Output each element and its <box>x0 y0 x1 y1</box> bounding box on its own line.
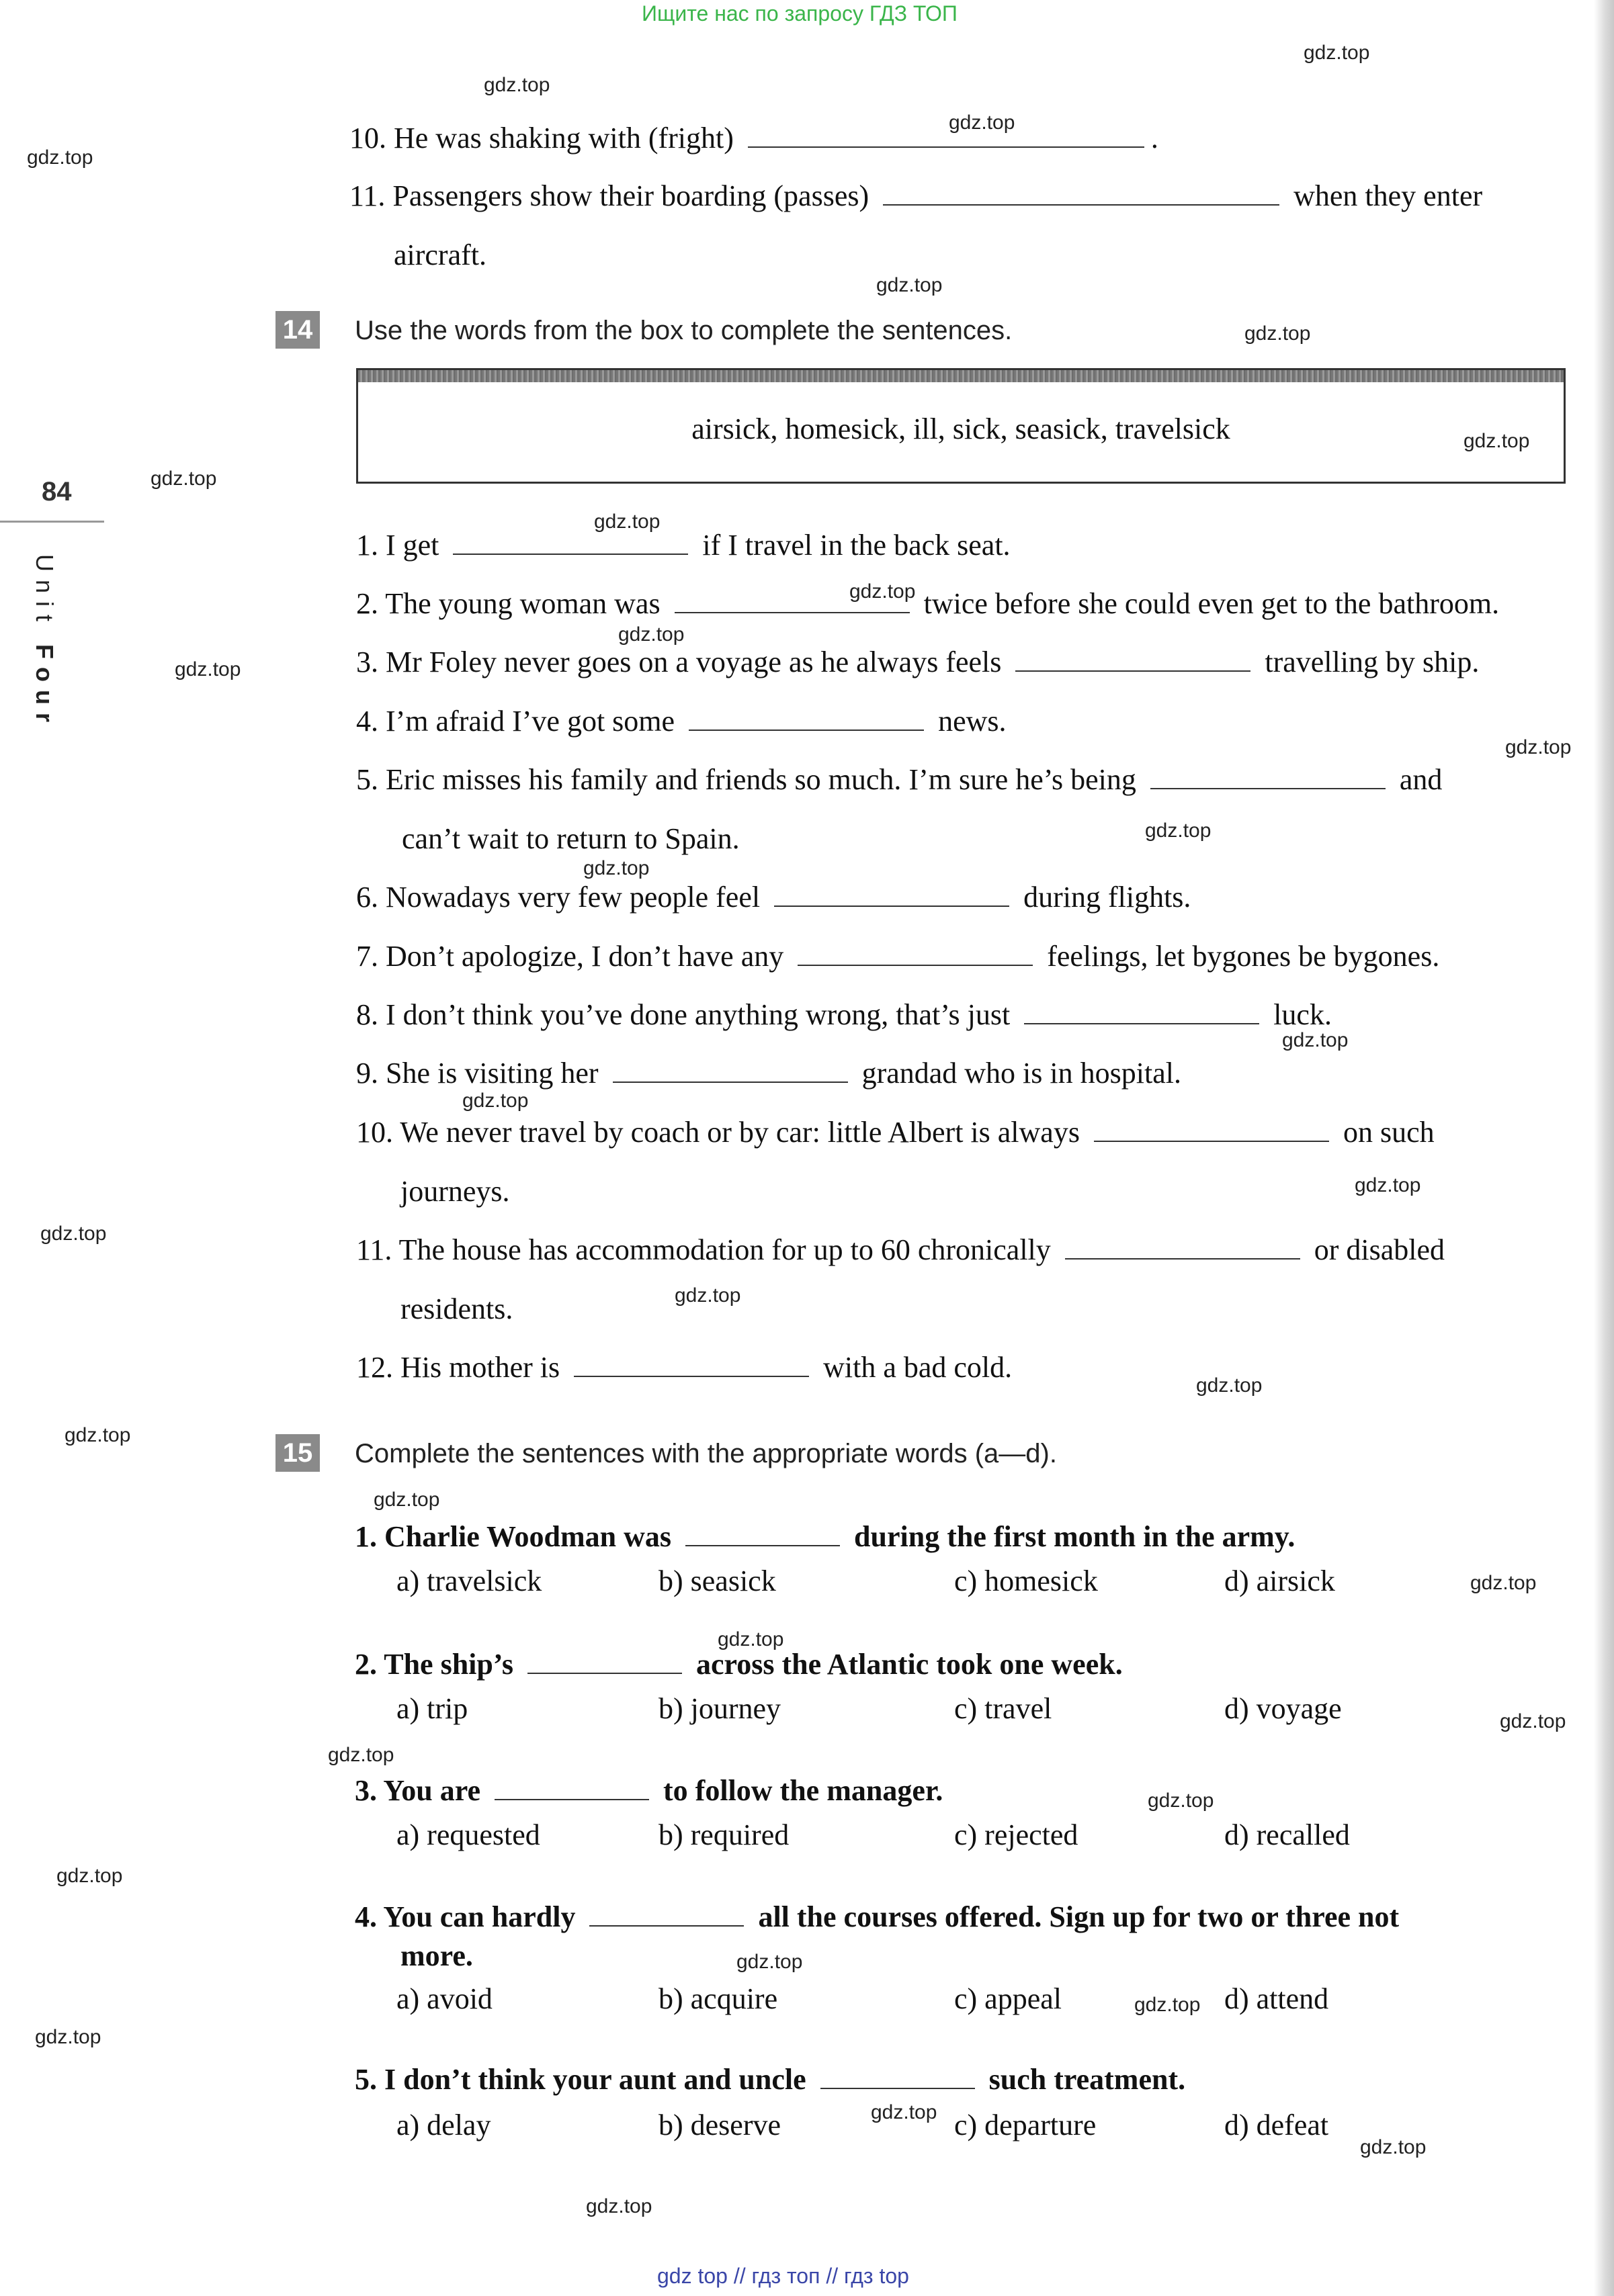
ex14-item-8 <box>356 998 1332 1032</box>
answer-blank[interactable] <box>495 1795 649 1800</box>
ex14-item-4 <box>356 704 1007 738</box>
answer-blank[interactable] <box>689 725 924 731</box>
ex14-item-1 <box>356 528 1011 562</box>
ex15-q1-option-b[interactable]: b) seasick <box>659 1564 776 1597</box>
ex15-q3-option-c[interactable]: c) rejected <box>954 1818 1078 1851</box>
question-number: 4. <box>355 1900 377 1933</box>
item-number: 12. <box>356 1351 393 1384</box>
item-text-after: news. <box>938 705 1007 738</box>
item-text-after: twice before she could even get to the bathroom. <box>923 587 1500 620</box>
question-text-after: all the courses offered. Sign up for two or three not <box>758 1900 1400 1933</box>
item-number: 10. <box>349 122 386 154</box>
watermark: gdz.top <box>849 580 916 603</box>
ex15-q5-option-c[interactable]: c) departure <box>954 2109 1097 2142</box>
question-text-after: during the first month in the army. <box>854 1520 1296 1553</box>
question-number: 2. <box>355 1648 377 1681</box>
page-edge-shadow <box>1594 0 1614 2296</box>
footer-links[interactable]: gdz top // гдз топ // гдз top <box>657 2264 909 2288</box>
watermark: gdz.top <box>586 2195 652 2217</box>
question-text-before: I don’t think your aunt and uncle <box>384 2063 806 2096</box>
ex14-item-5-continued: can’t wait to return to Spain. <box>402 822 740 855</box>
answer-blank[interactable] <box>1015 666 1250 672</box>
watermark: gdz.top <box>151 468 217 490</box>
watermark: gdz.top <box>618 623 685 646</box>
ex14-item-2 <box>356 586 1499 621</box>
item-number: 1. <box>356 529 378 562</box>
ex14-item-12 <box>356 1350 1012 1384</box>
watermark: gdz.top <box>1505 736 1572 758</box>
item-number: 8. <box>356 998 378 1031</box>
answer-blank[interactable] <box>1094 1137 1329 1142</box>
watermark: gdz.top <box>583 857 650 879</box>
item-number: 4. <box>356 705 378 738</box>
watermark: gdz.top <box>718 1628 784 1650</box>
exercise-14-instruction: Use the words from the box to complete the sentences. <box>355 316 1013 345</box>
item-text-before: I don’t think you’ve done anything wrong, that’s just <box>386 998 1011 1031</box>
question-number: 5. <box>355 2063 377 2096</box>
answer-blank[interactable] <box>774 901 1009 907</box>
ex14-item-11 <box>356 1233 1445 1267</box>
ex15-question-1 <box>355 1519 1295 1554</box>
item-number: 2. <box>356 587 378 620</box>
watermark: gdz.top <box>1304 42 1370 64</box>
prev-item-11 <box>349 179 1566 213</box>
watermark: gdz.top <box>1463 430 1530 452</box>
question-text-after: to follow the manager. <box>663 1774 943 1807</box>
question-text-after: across the Atlantic took one week. <box>696 1648 1123 1681</box>
ex15-q2-option-c[interactable]: c) travel <box>954 1692 1052 1725</box>
watermark: gdz.top <box>56 1865 123 1887</box>
item-text-after: travelling by ship. <box>1265 646 1480 678</box>
word-box <box>356 368 1566 484</box>
ex15-question-2 <box>355 1647 1123 1681</box>
watermark: gdz.top <box>1470 1572 1537 1594</box>
item-text-after: grandad who is in hospital. <box>861 1057 1181 1090</box>
item-number: 9. <box>356 1057 378 1090</box>
prev-item-11-continued: aircraft. <box>394 238 486 271</box>
item-text-before: The young woman was <box>385 587 661 620</box>
ex14-item-10 <box>356 1115 1435 1149</box>
answer-blank[interactable] <box>685 1541 840 1546</box>
item-text-after: luck. <box>1273 998 1332 1031</box>
watermark: gdz.top <box>1360 2136 1427 2158</box>
item-text-after: on such <box>1343 1116 1435 1149</box>
ex15-q4-option-b[interactable]: b) acquire <box>659 1982 778 2015</box>
header-search-link[interactable]: Ищите нас по запросу ГДЗ ТОП <box>642 1 958 26</box>
watermark: gdz.top <box>1196 1374 1263 1397</box>
watermark: gdz.top <box>484 74 550 96</box>
item-text-before: She is visiting her <box>386 1057 599 1090</box>
unit-word: Unit <box>31 554 58 630</box>
page-number: 84 <box>42 477 72 506</box>
watermark: gdz.top <box>374 1489 440 1511</box>
ex14-item-7 <box>356 939 1439 973</box>
ex15-q5-option-d[interactable]: d) defeat <box>1224 2109 1329 2142</box>
watermark: gdz.top <box>1134 1994 1201 2016</box>
ex14-item-11-continued: residents. <box>400 1292 513 1325</box>
question-number: 3. <box>355 1774 377 1807</box>
ex14-item-3 <box>356 645 1479 679</box>
item-text-after: feelings, let bygones be bygones. <box>1047 940 1440 973</box>
item-text-after: when they enter <box>1293 179 1483 212</box>
watermark: gdz.top <box>675 1284 741 1307</box>
item-number: 7. <box>356 940 378 973</box>
answer-blank[interactable] <box>453 549 688 555</box>
answer-blank[interactable] <box>527 1669 682 1674</box>
answer-blank[interactable] <box>613 1077 848 1083</box>
ex15-q2-option-a[interactable]: a) trip <box>396 1692 468 1725</box>
answer-blank[interactable] <box>1150 784 1386 789</box>
item-text-before: Mr Foley never goes on a voyage as he always feels <box>386 646 1002 678</box>
answer-blank[interactable] <box>675 608 910 613</box>
watermark: gdz.top <box>1282 1029 1349 1051</box>
unit-number-word: Four <box>31 644 58 731</box>
item-text-after: with a bad cold. <box>823 1351 1013 1384</box>
item-text-before: I’m afraid I’ve got some <box>386 705 675 738</box>
question-text-before: You can hardly <box>383 1900 576 1933</box>
item-text-after: if I travel in the back seat. <box>702 529 1011 562</box>
item-number: 6. <box>356 881 378 914</box>
answer-blank[interactable] <box>883 200 1279 206</box>
ex15-q1-option-d[interactable]: d) airsick <box>1224 1564 1335 1597</box>
watermark: gdz.top <box>736 1951 803 1973</box>
answer-blank[interactable] <box>748 142 1144 148</box>
watermark: gdz.top <box>462 1090 529 1112</box>
question-text-after: such treatment. <box>988 2063 1186 2096</box>
watermark: gdz.top <box>1148 1790 1214 1812</box>
ex14-item-5 <box>356 762 1442 797</box>
watermark: gdz.top <box>65 1424 131 1446</box>
watermark: gdz.top <box>27 146 93 169</box>
ex14-item-6 <box>356 880 1191 914</box>
item-text-after: and <box>1399 763 1443 796</box>
answer-blank[interactable] <box>589 1921 744 1927</box>
watermark: gdz.top <box>1355 1174 1421 1196</box>
watermark: gdz.top <box>594 511 661 533</box>
item-number: 11. <box>349 179 386 212</box>
ex15-q3-option-b[interactable]: b) required <box>659 1818 790 1851</box>
ex14-item-10-continued: journeys. <box>400 1175 510 1208</box>
ex15-q2-option-b[interactable]: b) journey <box>659 1692 781 1725</box>
item-text-after: during flights. <box>1023 881 1191 914</box>
watermark: gdz.top <box>328 1744 394 1766</box>
item-text-before: Eric misses his family and friends so much. I’m sure he’s being <box>386 763 1136 796</box>
exercise-15-number: 15 <box>275 1434 320 1472</box>
question-text-before: The ship’s <box>384 1648 513 1681</box>
item-text-before: The house has accommodation for up to 60 chronically <box>398 1233 1051 1266</box>
answer-blank[interactable] <box>820 2084 975 2089</box>
ex15-q3-option-a[interactable]: a) requested <box>396 1818 540 1851</box>
exercise-15-instruction: Complete the sentences with the appropriate words (a—d). <box>355 1439 1057 1468</box>
watermark: gdz.top <box>1145 820 1212 842</box>
question-text-before: Charlie Woodman was <box>384 1520 672 1553</box>
watermark: gdz.top <box>1244 322 1311 345</box>
ex15-q4-option-c[interactable]: c) appeal <box>954 1982 1062 2015</box>
item-text-before: I get <box>386 529 439 562</box>
watermark: gdz.top <box>949 112 1015 134</box>
ex15-question-4-continued: more. <box>400 1939 473 1972</box>
watermark: gdz.top <box>40 1223 107 1245</box>
ex15-q5-option-a[interactable]: a) delay <box>396 2109 491 2142</box>
exercise-14-number: 14 <box>275 311 320 349</box>
ex15-q1-option-a[interactable]: a) travelsick <box>396 1564 542 1597</box>
answer-blank[interactable] <box>1024 1019 1259 1024</box>
item-text-after: or disabled <box>1314 1233 1445 1266</box>
ex15-q1-option-c[interactable]: c) homesick <box>954 1564 1098 1597</box>
watermark: gdz.top <box>871 2101 937 2123</box>
prev-item-10 <box>349 121 1158 155</box>
ex15-question-3 <box>355 1773 943 1808</box>
ex15-q4-option-a[interactable]: a) avoid <box>396 1982 493 2015</box>
word-box-words: airsick, homesick, ill, sick, seasick, travelsick <box>691 412 1230 445</box>
item-text-before: His mother is <box>400 1351 560 1384</box>
word-box-header-bar <box>358 370 1564 382</box>
item-text-before: He was shaking with (fright) <box>394 122 734 154</box>
ex15-question-4 <box>355 1900 1399 1934</box>
question-number: 1. <box>355 1520 377 1553</box>
watermark: gdz.top <box>1500 1710 1566 1732</box>
page-number-rule <box>0 521 104 523</box>
item-number: 11. <box>356 1233 392 1266</box>
item-text-before: Nowadays very few people feel <box>386 881 761 914</box>
unit-side-label <box>30 554 58 730</box>
watermark: gdz.top <box>35 2026 101 2048</box>
ex15-q4-option-d[interactable]: d) attend <box>1224 1982 1329 2015</box>
question-text-before: You are <box>383 1774 481 1807</box>
ex15-q5-option-b[interactable]: b) deserve <box>659 2109 781 2142</box>
ex15-question-5 <box>355 2062 1185 2096</box>
item-text-before: We never travel by coach or by car: little Albert is always <box>400 1116 1080 1149</box>
watermark: gdz.top <box>876 274 943 296</box>
item-number: 10. <box>356 1116 393 1149</box>
ex15-q3-option-d[interactable]: d) recalled <box>1224 1818 1350 1851</box>
answer-blank[interactable] <box>798 961 1033 966</box>
ex14-item-9 <box>356 1056 1181 1090</box>
item-number: 3. <box>356 646 378 678</box>
item-number: 5. <box>356 763 378 796</box>
answer-blank[interactable] <box>574 1372 809 1377</box>
item-text-before: Don’t apologize, I don’t have any <box>386 940 784 973</box>
watermark: gdz.top <box>175 658 241 680</box>
item-text-before: Passengers show their boarding (passes) <box>392 179 869 212</box>
ex15-q2-option-d[interactable]: d) voyage <box>1224 1692 1342 1725</box>
answer-blank[interactable] <box>1065 1254 1300 1260</box>
item-text-after: . <box>1150 122 1158 154</box>
